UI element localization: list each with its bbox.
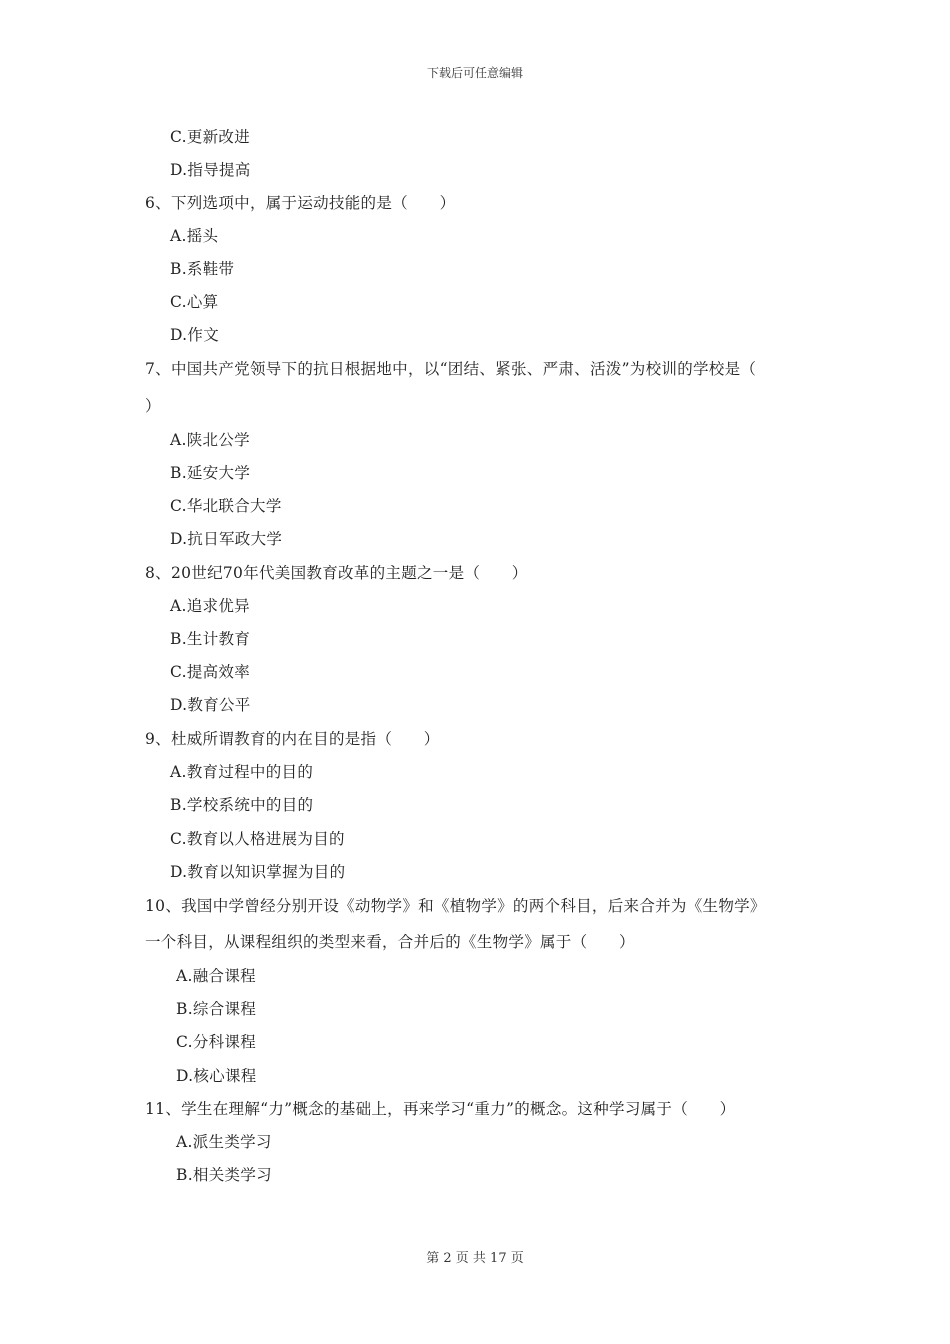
q5-option-d: D.指导提高: [170, 161, 251, 179]
q7-option-b: B.延安大学: [170, 464, 251, 482]
q11-option-b: B.相关类学习: [176, 1166, 272, 1184]
q8-option-a: A.追求优异: [170, 597, 250, 615]
q7-stem-line2: ）: [145, 397, 161, 415]
q6-option-c: C.心算: [170, 293, 219, 311]
q9-stem: 9、杜威所谓教育的内在目的是指（ ）: [145, 730, 440, 748]
q8-stem: 8、20世纪70年代美国教育改革的主题之一是（ ）: [145, 564, 528, 582]
q8-option-d: D.教育公平: [170, 696, 251, 714]
q10-option-c: C.分科课程: [176, 1033, 257, 1051]
q7-option-c: C.华北联合大学: [170, 497, 282, 515]
q8-option-c: C.提高效率: [170, 663, 251, 681]
q7-option-d: D.抗日军政大学: [170, 530, 283, 548]
q7-stem-line1: 7、中国共产党领导下的抗日根据地中，以“团结、紧张、严肃、活泼”为校训的学校是（: [145, 360, 757, 378]
header-note: 下载后可任意编辑: [426, 66, 523, 80]
q10-option-d: D.核心课程: [176, 1067, 257, 1085]
q11-option-a: A.派生类学习: [176, 1133, 272, 1151]
q6-option-d: D.作文: [170, 326, 220, 344]
q7-option-a: A.陕北公学: [170, 431, 250, 449]
q6-option-a: A.摇头: [170, 227, 219, 245]
q6-stem: 6、下列选项中，属于运动技能的是（ ）: [145, 194, 456, 212]
q10-option-a: A.融合课程: [176, 967, 256, 985]
q11-stem: 11、学生在理解“力”概念的基础上，再来学习“重力”的概念。这种学习属于（ ）: [145, 1100, 736, 1118]
q10-stem-line1: 10、我国中学曾经分别开设《动物学》和《植物学》的两个科目，后来合并为《生物学》: [145, 897, 766, 915]
q10-option-b: B.综合课程: [176, 1000, 257, 1018]
q8-option-b: B.生计教育: [170, 630, 251, 648]
page-number-footer: 第 2 页 共 17 页: [426, 1251, 524, 1266]
q9-option-a: A.教育过程中的目的: [170, 763, 314, 781]
q9-option-b: B.学校系统中的目的: [170, 796, 314, 814]
q6-option-b: B.系鞋带: [170, 260, 235, 278]
q9-option-c: C.教育以人格进展为目的: [170, 830, 345, 848]
q9-option-d: D.教育以知识掌握为目的: [170, 863, 346, 881]
q5-option-c: C.更新改进: [170, 128, 251, 146]
q10-stem-line2: 一个科目，从课程组织的类型来看，合并后的《生物学》属于（ ）: [145, 933, 635, 951]
